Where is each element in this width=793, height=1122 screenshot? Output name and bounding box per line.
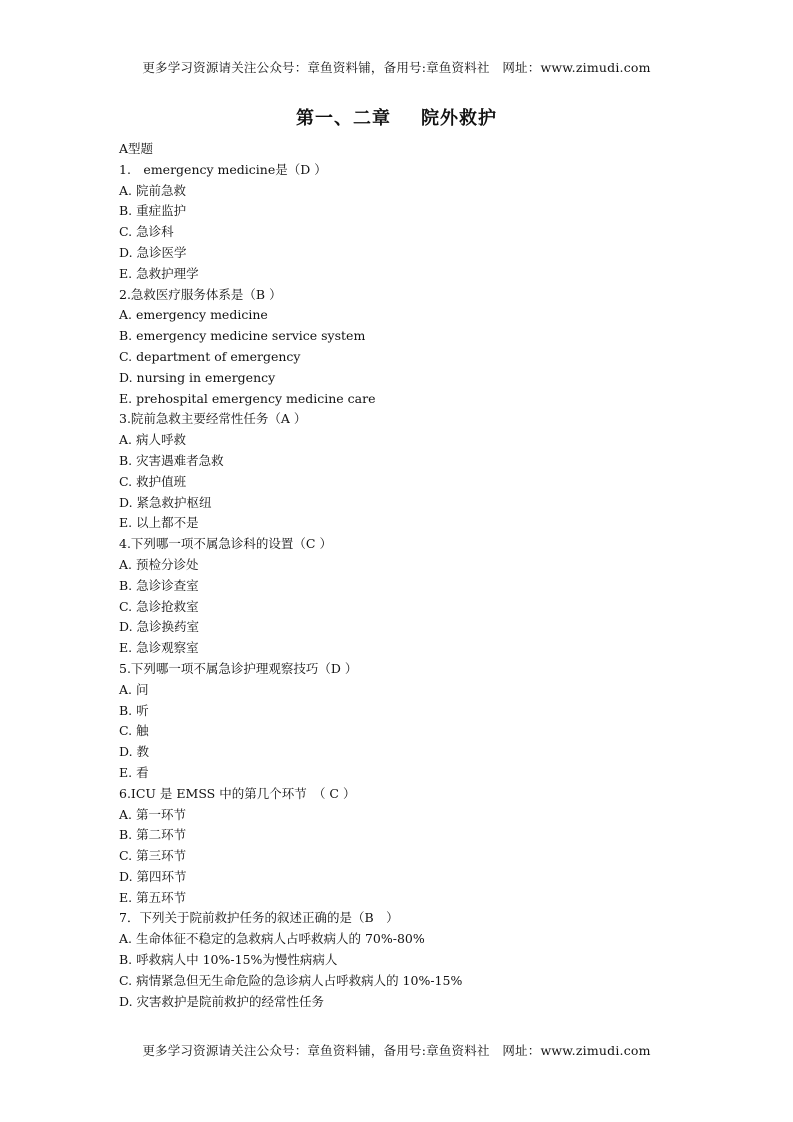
option-line: B. 灾害遇难者急救: [119, 452, 224, 468]
option-line: B. 急诊诊查室: [119, 577, 199, 593]
option-line: A. 问: [119, 681, 149, 697]
option-line: A. 病人呼救: [119, 432, 186, 448]
section-heading: A型题: [119, 141, 154, 156]
option-line: C. 第三环节: [119, 848, 187, 864]
question-line: 6.ICU 是 EMSS 中的第几个环节 （ C ）: [119, 785, 356, 801]
question-line: 1. emergency medicine是（D ）: [119, 161, 327, 177]
question-list: [119, 139, 719, 1012]
question-line: 7．下列关于院前救护任务的叙述正确的是（B ）: [119, 910, 399, 926]
option-line: A. 院前急救: [119, 182, 186, 198]
option-line: E. 急救护理学: [119, 265, 199, 281]
option-line: B. 第二环节: [119, 827, 187, 843]
option-line: D. nursing in emergency: [119, 369, 276, 385]
option-line: B. emergency medicine service system: [119, 328, 366, 344]
option-line: A. 预检分诊处: [119, 556, 199, 572]
option-line: B. 重症监护: [119, 203, 187, 219]
option-line: D. 教: [119, 744, 150, 760]
option-line: A. emergency medicine: [119, 307, 268, 323]
option-line: C. 救护值班: [119, 473, 187, 489]
option-line: C. 急诊抢救室: [119, 598, 199, 614]
page-header: 更多学习资源请关注公众号：章鱼资料铺，备用号:章鱼资料社 网址：www.zimudi.com: [142, 60, 651, 75]
option-line: D. 紧急救护枢纽: [119, 494, 212, 510]
option-line: C. 病情紧急但无生命危险的急诊病人占呼救病人的 10%-15%: [119, 972, 463, 988]
option-line: E. 急诊观察室: [119, 640, 199, 656]
option-line: D. 第四环节: [119, 868, 187, 884]
option-line: C. 触: [119, 723, 149, 739]
option-line: D. 灾害救护是院前救护的经常性任务: [119, 993, 325, 1009]
option-line: D. 急诊医学: [119, 244, 187, 260]
chapter-title: [0, 104, 793, 130]
chapter-name: 院外救护: [421, 108, 497, 129]
option-line: E. 看: [119, 764, 149, 780]
page-footer: 更多学习资源请关注公众号：章鱼资料铺，备用号:章鱼资料社 网址：www.zimudi.com: [142, 1043, 651, 1058]
question-line: 3.院前急救主要经常性任务（A ）: [119, 411, 307, 427]
option-line: D. 急诊换药室: [119, 619, 200, 635]
option-line: B. 听: [119, 702, 149, 718]
option-line: B. 呼救病人中 10%-15%为慢性病病人: [119, 952, 338, 968]
option-line: C. department of emergency: [119, 348, 301, 364]
option-line: E. 第五环节: [119, 889, 187, 905]
question-line: 4.下列哪一项不属急诊科的设置（C ）: [119, 536, 332, 552]
option-line: A. 生命体征不稳定的急救病人占呼救病人的 70%-80%: [119, 931, 425, 947]
question-line: 5.下列哪一项不属急诊护理观察技巧（D ）: [119, 660, 358, 676]
option-line: C. 急诊科: [119, 224, 174, 240]
option-line: E. prehospital emergency medicine care: [119, 390, 376, 406]
chapter-number: 第一、二章: [296, 108, 391, 129]
question-line: 2.急救医疗服务体系是（B ）: [119, 286, 282, 302]
option-line: A. 第一环节: [119, 806, 186, 822]
option-line: E. 以上都不是: [119, 515, 199, 531]
